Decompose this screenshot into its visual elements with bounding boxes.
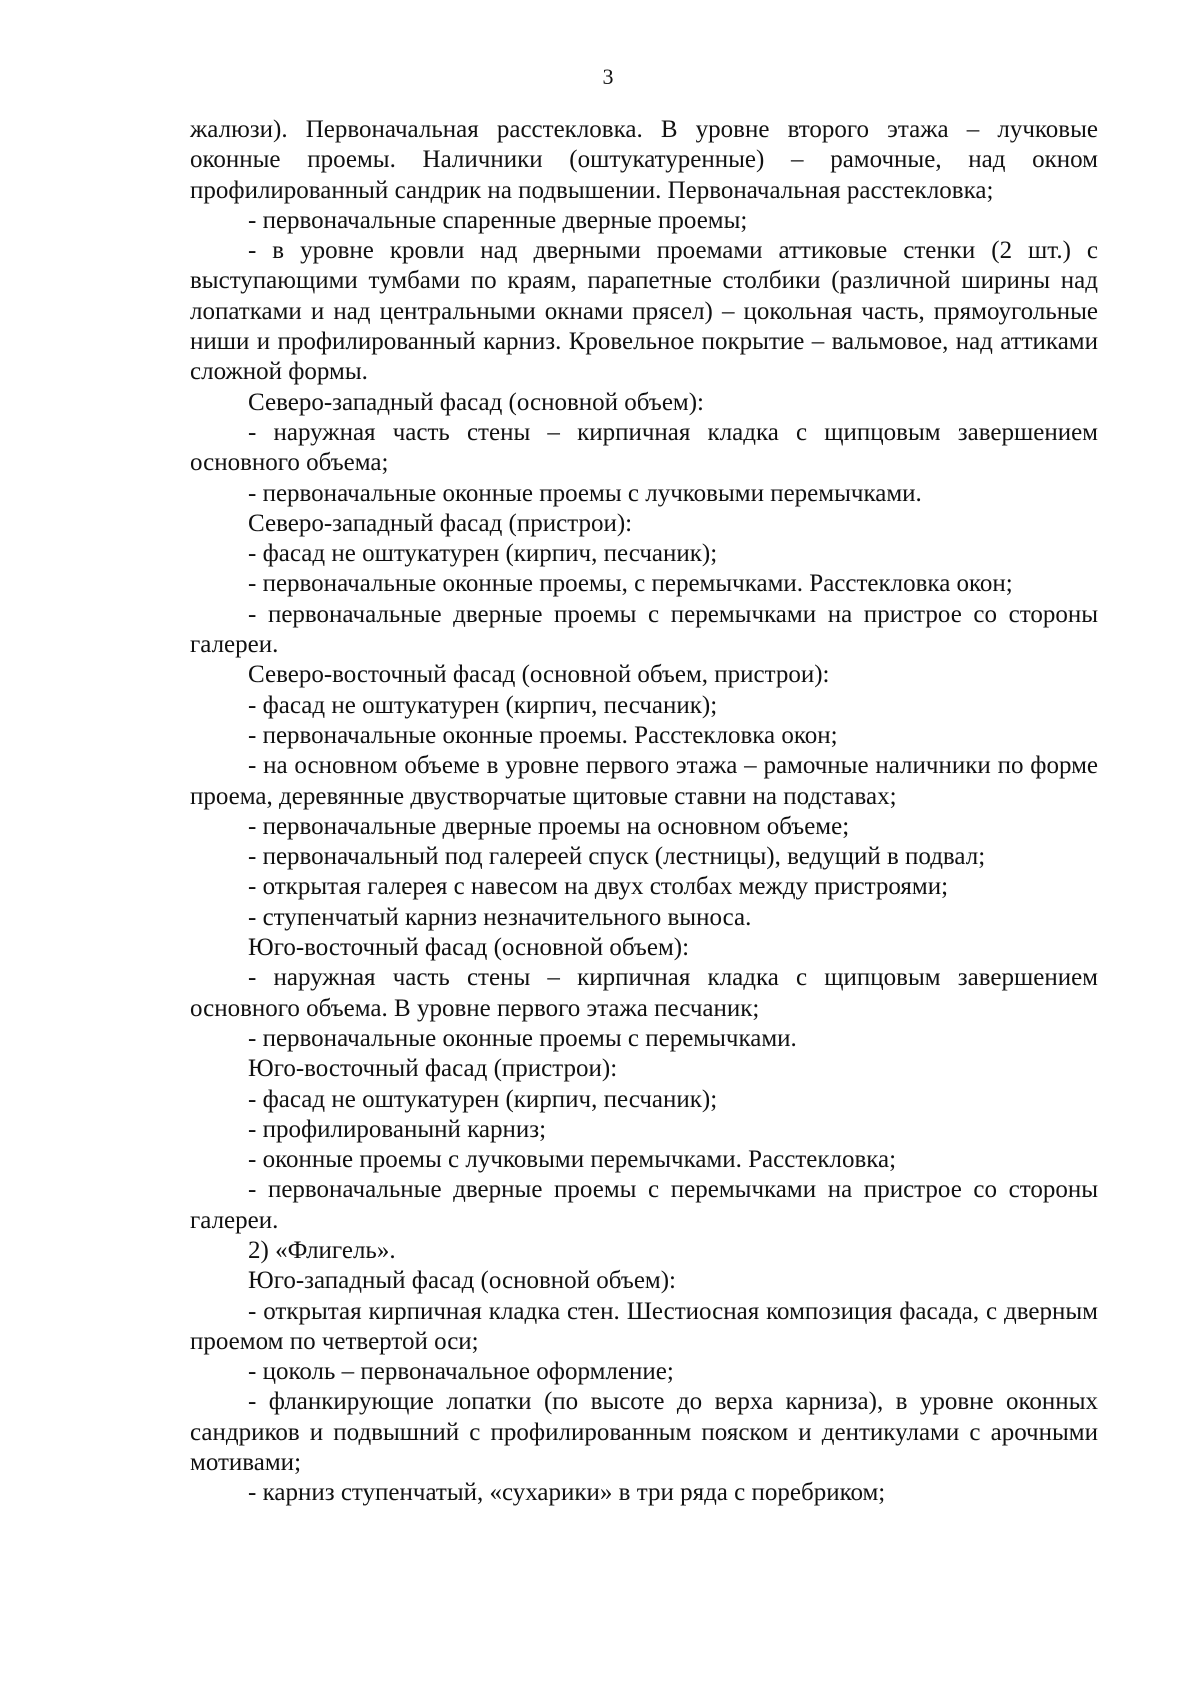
paragraph: - наружная часть стены – кирпичная кладка с щипцовым завершением основного объема; (190, 418, 1098, 477)
paragraph: - первоначальные дверные проемы с перемычками на пристрое со стороны галереи. (190, 1176, 1098, 1234)
paragraph: - первоначальные оконные проемы, с перемычками. Расстекловка окон; (248, 570, 1013, 598)
paragraph: - оконные проемы с лучковыми перемычками. Расстекловка; (248, 1146, 897, 1174)
paragraph: жалюзи). Первоначальная расстекловка. В уровне второго этажа – лучковые оконные проемы. Наличники (оштукатуренные) – рамочные, над окном профилированный сандрик на подвышении. Первоначальная расстекловка; (190, 116, 1098, 204)
paragraph: - цоколь – первоначальное оформление; (248, 1358, 674, 1386)
paragraph: - на основном объеме в уровне первого этажа – рамочные наличники по форме проема, деревянные двустворчатые щитовые ставни на подставах; (190, 752, 1098, 810)
section-heading: Северо-восточный фасад (основной объем, пристрои): (248, 661, 830, 689)
paragraph: - в уровне кровли над дверными проемами аттиковые стенки (2 шт.) с выступающими тумбами по краям, парапетные столбики (различной ширины над лопатками и над центральными окнами прясел) – цокольная часть, прямоугольные ниши и профилированный карниз. Кровельное покрытие – вальмовое, над аттиками сложной формы. (190, 237, 1098, 386)
paragraph: - первоначальные дверные проемы с перемычками на пристрое со стороны галереи. (190, 600, 1098, 659)
paragraph: - первоначальные оконные проемы с лучковыми перемычками. (248, 479, 922, 507)
page-number: 3 (602, 64, 614, 89)
paragraph: - первоначальные оконные проемы с перемычками. (248, 1024, 797, 1052)
paragraph: - карниз ступенчатый, «сухарики» в три ряда с поребриком; (248, 1479, 886, 1507)
paragraph: - открытая кирпичная кладка стен. Шестиосная композиция фасада, с дверным проемом по четвертой оси; (190, 1297, 1098, 1355)
section-heading: 2) «Флигель». (248, 1236, 396, 1264)
section-heading: Северо-западный фасад (основной объем): (248, 388, 705, 416)
body-text (190, 115, 1098, 1509)
paragraph: - первоначальный под галереей спуск (лестницы), ведущий в подвал; (248, 843, 986, 871)
section-heading: Юго-восточный фасад (основной объем): (248, 934, 690, 962)
paragraph: - фланкирующие лопатки (по высоте до верха карниза), в уровне оконных сандриков и подвышний с профилированным пояском и дентикулами с арочными мотивами; (190, 1388, 1098, 1477)
paragraph: - ступенчатый карниз незначительного выноса. (248, 903, 752, 931)
paragraph: - фасад не оштукатурен (кирпич, песчаник); (248, 540, 718, 568)
paragraph: - фасад не оштукатурен (кирпич, песчаник); (248, 1085, 718, 1113)
paragraph: - первоначальные оконные проемы. Расстекловка окон; (248, 721, 838, 749)
paragraph: - профилированынй карниз; (248, 1115, 547, 1143)
section-heading: Юго-восточный фасад (пристрои): (248, 1055, 618, 1083)
paragraph: - первоначальные спаренные дверные проемы; (248, 206, 748, 234)
section-heading: Юго-западный фасад (основной объем): (248, 1267, 677, 1295)
paragraph: - наружная часть стены – кирпичная кладка с щипцовым завершением основного объема. В уровне первого этажа песчаник; (190, 964, 1098, 1022)
paragraph: - первоначальные дверные проемы на основном объеме; (248, 812, 850, 840)
paragraph: - открытая галерея с навесом на двух столбах между пристроями; (248, 873, 949, 901)
section-heading: Северо-западный фасад (пристрои): (248, 509, 633, 537)
paragraph: - фасад не оштукатурен (кирпич, песчаник); (248, 691, 718, 719)
